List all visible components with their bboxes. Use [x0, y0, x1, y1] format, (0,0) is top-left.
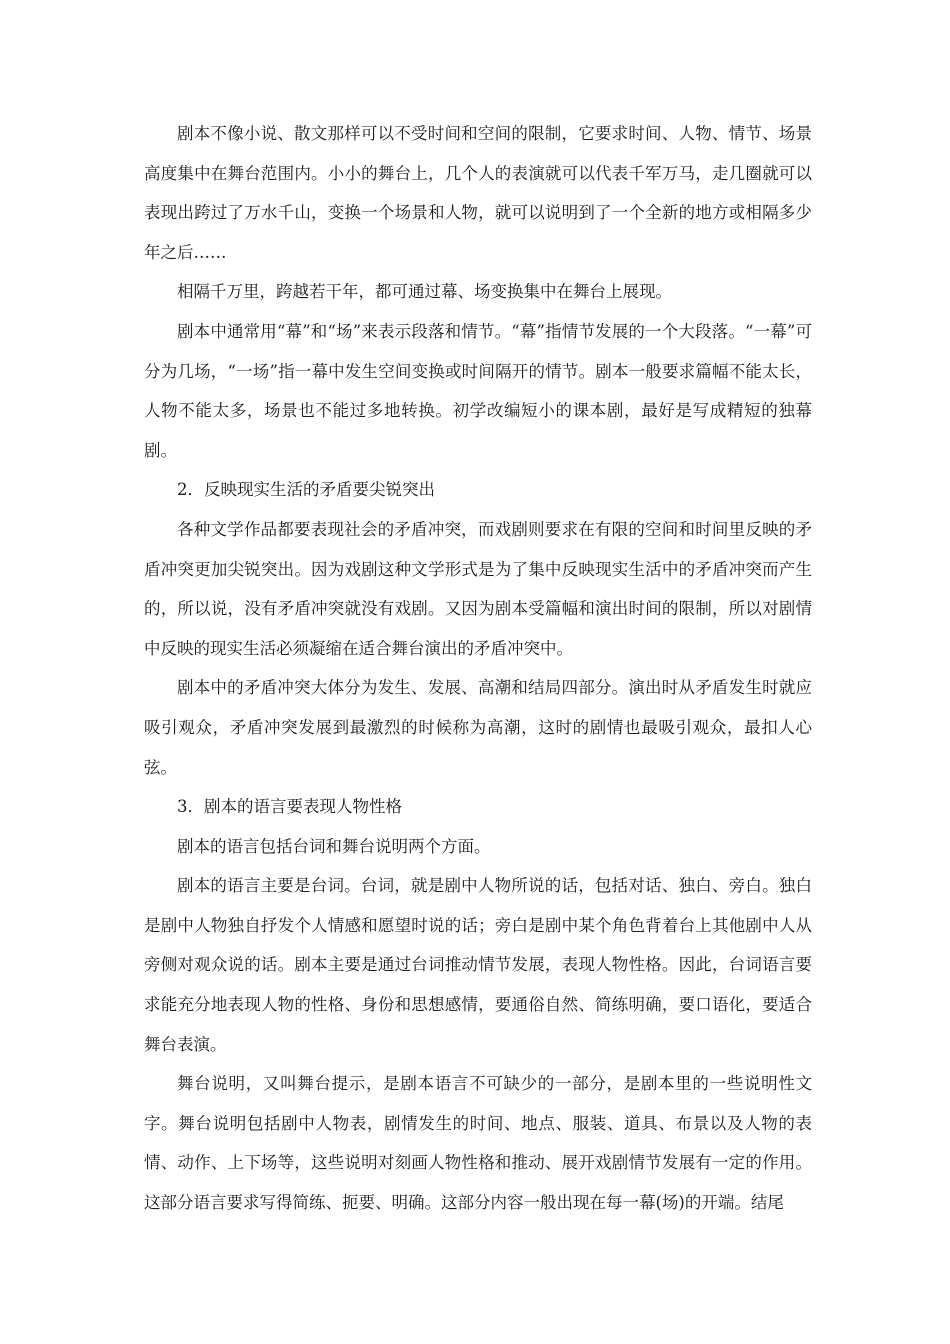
document-body — [144, 114, 812, 1223]
paragraph-scene-change: 相隔千万里，跨越若干年，都可通过幕、场变换集中在舞台上展现。 — [177, 282, 672, 302]
paragraph-acts-and-scenes: 剧本中通常用“幕”和“场”来表示段落和情节。“幕”指情节发展的一个大段落。“一幕”可分为几场，“一场”指一幕中发生空间变换或时间隔开的情节。剧本一般要求篇幅不能太长，人物不能太多，场景也不能过多地转换。初学改编短小的课本剧，最好是写成精短的独幕剧。 — [144, 321, 812, 460]
paragraph-script-concentration: 剧本不像小说、散文那样可以不受时间和空间的限制，它要求时间、人物、情节、场景高度集中在舞台范围内。小小的舞台上，几个人的表演就可以代表千军万马，走几圈就可以表现出跨过了万水千山，变换一个场景和人物，就可以说明到了一个全新的地方或相隔多少年之后…… — [144, 124, 812, 262]
paragraph-conflict-stages: 剧本中的矛盾冲突大体分为发生、发展、高潮和结局四部分。演出时从矛盾发生时就应吸引观众，矛盾冲突发展到最激烈的时候称为高潮，这时的剧情也最吸引观众，最扣人心弦。 — [144, 678, 812, 777]
paragraph-language-parts: 剧本的语言包括台词和舞台说明两个方面。 — [177, 836, 491, 856]
paragraph-conflict-intro: 各种文学作品都要表现社会的矛盾冲突，而戏剧则要求在有限的空间和时间里反映的矛盾冲突更加尖锐突出。因为戏剧这种文学形式是为了集中反映现实生活中的矛盾冲突而产生的，所以说，没有矛盾冲突就没有戏剧。又因为剧本受篇幅和演出时间的限制，所以对剧情中反映的现实生活必须凝缩在适合舞台演出的矛盾冲突中。 — [144, 519, 812, 658]
section-heading-conflict: 2．反映现实生活的矛盾要尖锐突出 — [177, 480, 435, 500]
paragraph-dialogue: 剧本的语言主要是台词。台词，就是剧中人物所说的话，包括对话、独白、旁白。独白是剧中人物独自抒发个人情感和愿望时说的话；旁白是剧中某个角色背着台上其他剧中人从旁侧对观众说的话。剧本主要是通过台词推动情节发展，表现人物性格。因此，台词语言要求能充分地表现人物的性格、身份和思想感情，要通俗自然、简练明确，要口语化，要适合舞台表演。 — [144, 876, 812, 1054]
section-heading-language: 3．剧本的语言要表现人物性格 — [177, 797, 402, 817]
paragraph-stage-directions: 舞台说明，又叫舞台提示，是剧本语言不可缺少的一部分，是剧本里的一些说明性文字。舞台说明包括剧中人物表，剧情发生的时间、地点、服装、道具、布景以及人物的表情、动作、上下场等，这些说明对刻画人物性格和推动、展开戏剧情节发展有一定的作用。这部分语言要求写得简练、扼要、明确。这部分内容一般出现在每一幕(场)的开端。结尾 — [144, 1074, 812, 1213]
